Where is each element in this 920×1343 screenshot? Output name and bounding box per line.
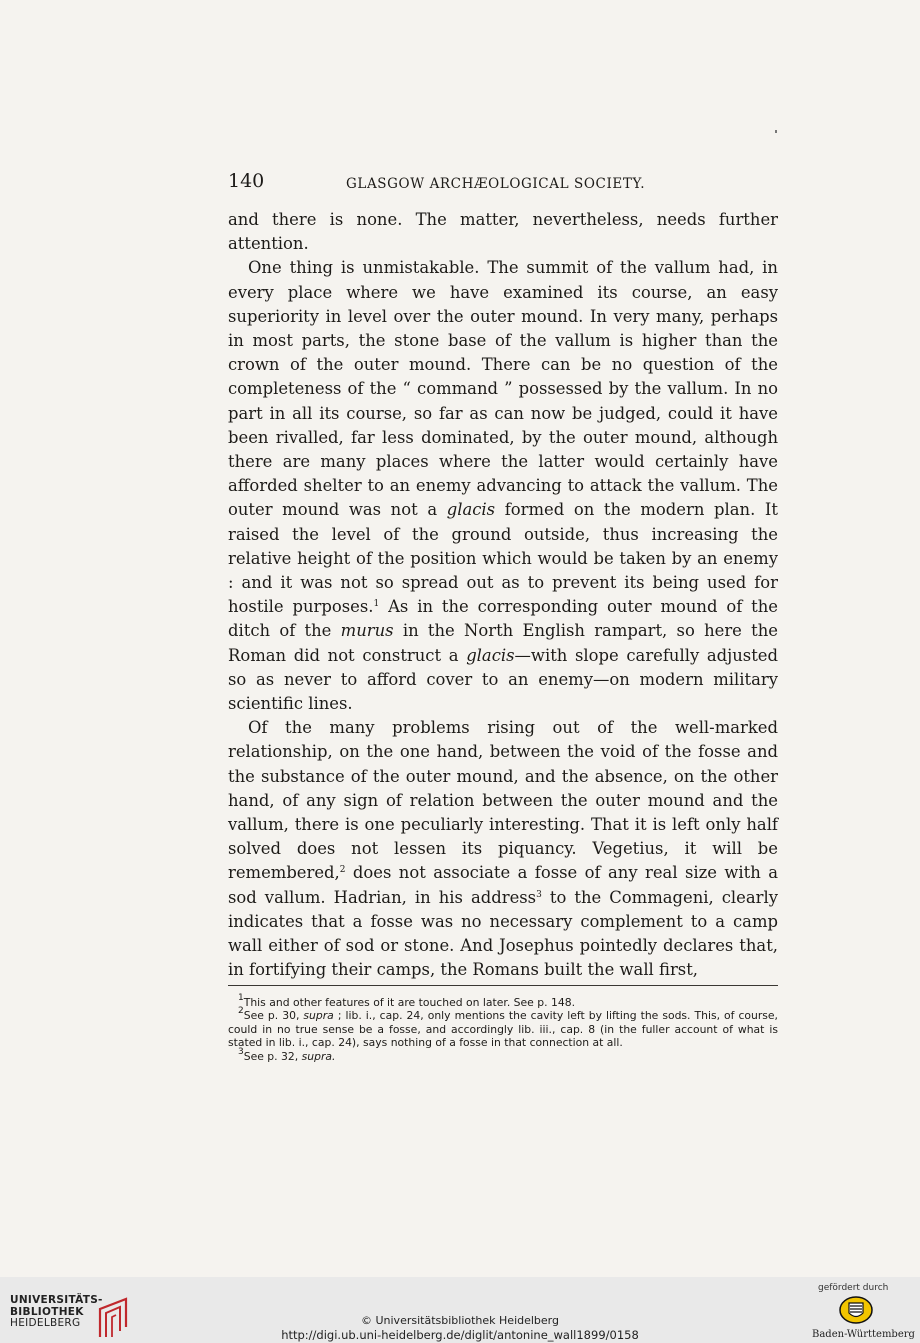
paragraph-2 xyxy=(228,256,778,716)
sponsor-name: Baden-Württemberg xyxy=(812,1329,915,1340)
scan-speck xyxy=(775,130,777,133)
italic-term: supra. xyxy=(301,1049,336,1063)
permalink[interactable]: http://digi.ub.uni-heidelberg.de/diglit/antonine_wall1899/0158 xyxy=(281,1328,639,1342)
library-name: UNIVERSITÄTS- BIBLIOTHEK HEIDELBERG xyxy=(10,1294,103,1329)
footnote-3 xyxy=(228,1046,778,1063)
copyright-notice: © Universitätsbibliothek Heidelberg xyxy=(360,1314,559,1327)
footnote-text: ; lib. i., cap. 24, only mentions the cavity left by lifting the sods. This, of course, could in no true sense be a fosse, and accordingly lib. iii., cap. 8 (in the fuller account of what is stated in lib. i., cap. 24), says nothing of a fosse in that connection at all. xyxy=(228,1009,778,1050)
footnote-divider xyxy=(228,985,778,986)
text-run: As in the corresponding outer mound of the ditch of the xyxy=(228,597,778,641)
italic-term: murus xyxy=(340,621,394,641)
text-run: One thing is unmistakable. The summit of the vallum had, in every place where we have examined its course, an easy superiority in level over the outer mound. In very many, perhaps in most parts, the stone base of the vallum is higher than the crown of the outer mound. There can be no question of the completeness of the “ command ” possessed by the vallum. In no part in all its course, so far as can now be judged, could it have been rivalled, far less dominated, by the outer mound, although there are many places where the latter would certainly have afforded shelter to an enemy advancing to attack the vallum. The outer mound was not a xyxy=(228,258,778,520)
italic-term: glacis xyxy=(446,500,496,520)
paragraph-1: and there is none. The matter, nevertheless, needs further attention. xyxy=(228,210,778,254)
text-run: does not associate a fosse of any real size with a sod vallum. Hadrian, in his address xyxy=(228,863,778,907)
text-run: —with slope carefully adjusted so as never to afford cover to an enemy—on modern military scientific lines. xyxy=(228,645,778,714)
footnote-2 xyxy=(228,1006,778,1050)
page-number: 140 xyxy=(228,170,265,192)
footnote-text: See p. 32, xyxy=(243,1049,302,1063)
footnote-mark: 1 xyxy=(238,993,244,1003)
footnote-ref-3[interactable]: 3 xyxy=(536,889,542,900)
text-run: formed on the modern plan. It raised the level of the ground outside, thus increasing the relative height of the position which would be taken by an enemy : and it was not so spread out as to prevent its being used for hostile purposes. xyxy=(228,500,778,617)
running-title: GLASGOW ARCHÆOLOGICAL SOCIETY. xyxy=(346,176,646,192)
footnote-mark: 3 xyxy=(238,1046,244,1057)
footnote-ref-2[interactable]: 2 xyxy=(339,865,346,876)
footnotes xyxy=(228,993,778,1063)
italic-term: glacis xyxy=(466,645,515,665)
footnote-mark: 2 xyxy=(238,1006,244,1017)
footnote-ref-1[interactable]: 1 xyxy=(373,599,380,610)
footnote-1 xyxy=(228,993,778,1009)
text-run: Of the many problems rising out of the well-marked relationship, on the one hand, between the void of the fosse and the substance of the outer mound, and the absence, on the other hand, of any sign of relation between the outer mound and the vallum, there is one peculiarly interesting. That it is left only half solved does not lessen its piquancy. Vegetius, it will be remembered, xyxy=(228,718,778,883)
body-text xyxy=(228,208,778,983)
italic-term: supra xyxy=(303,1009,334,1023)
footnote-text: See p. 30, xyxy=(243,1009,304,1023)
viewer-footer xyxy=(0,1277,920,1343)
footnote-text: This and other features of it are touched on later. See p. 148. xyxy=(243,996,576,1009)
coat-of-arms-icon xyxy=(838,1295,874,1325)
text-run: in the North English rampart, so here the Roman did not construct a xyxy=(228,621,778,665)
text-run: to the Commageni, clearly indicates that a fosse was no necessary complement to a camp wall either of sod or stone. And Josephus pointedly declares that, in fortifying their camps, the Romans built the wall first, xyxy=(228,887,778,980)
sponsor-label: gefördert durch xyxy=(818,1283,889,1293)
page-header xyxy=(228,170,778,200)
paragraph-3 xyxy=(228,716,778,982)
